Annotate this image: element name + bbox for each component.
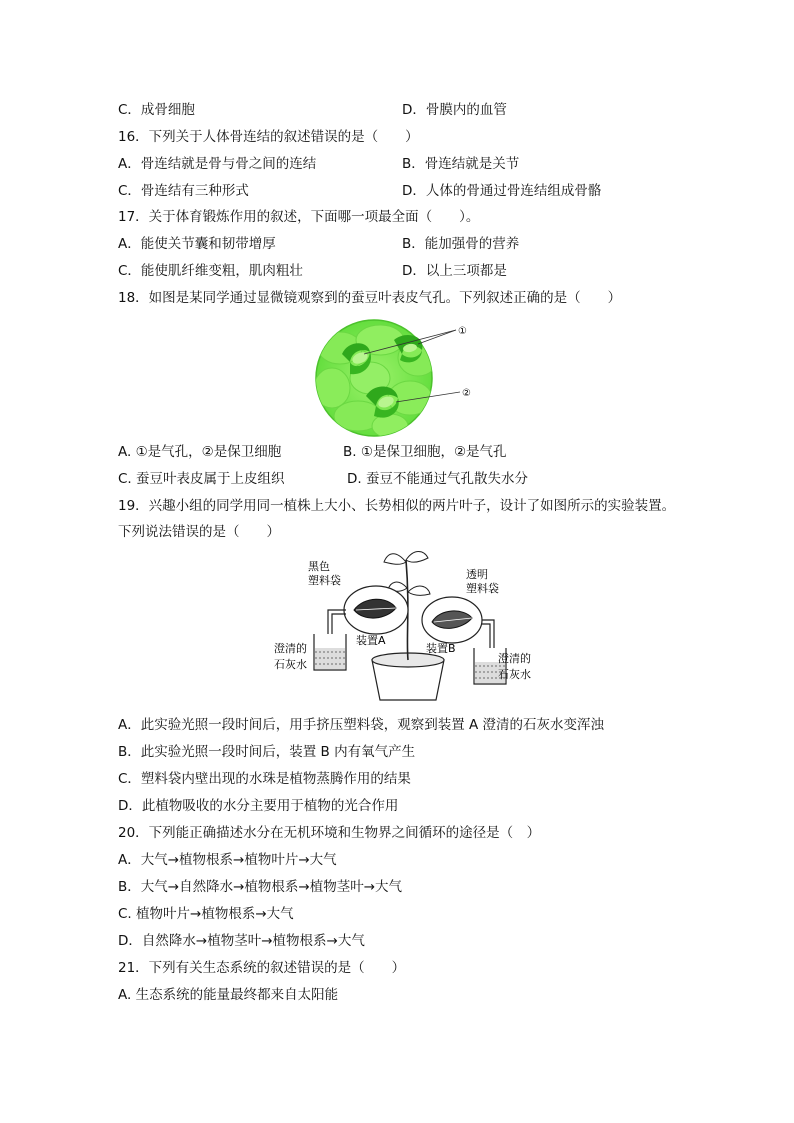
label-lime-left-1: 澄清的 (274, 642, 307, 655)
label-2: ② (462, 388, 471, 399)
label-lime-right-1: 澄清的 (498, 652, 531, 665)
q20-stem: 20．下列能正确描述水分在无机环境和生物界之间循环的途径是（ ） (118, 825, 541, 841)
label-1: ① (458, 326, 467, 337)
q20-option-b: B．大气→自然降水→植物根系→植物茎叶→大气 (118, 879, 403, 895)
q18-stem: 18．如图是某同学通过显微镜观察到的蚕豆叶表皮气孔。下列叙述正确的是（ ） (118, 290, 622, 306)
label-clear-bag-2: 塑料袋 (466, 582, 499, 595)
q18-option-b: B. ①是保卫细胞，②是气孔 (343, 444, 507, 460)
leader-line-1b (418, 330, 456, 344)
label-black-bag-2: 塑料袋 (308, 574, 341, 587)
q17-option-c: C．能使肌纤维变粗，肌肉粗壮 (118, 263, 303, 279)
stomata-micrograph-figure (310, 318, 500, 438)
q16-option-c: C．骨连结有三种形式 (118, 183, 249, 199)
q18-option-a: A. ①是气孔，②是保卫细胞 (118, 444, 282, 460)
plant-experiment-figure (268, 548, 538, 706)
label-lime-right-2: 石灰水 (498, 668, 531, 681)
q19-stem-line1: 19．兴趣小组的同学用同一植株上大小、长势相似的两片叶子，设计了如图所示的实验装置。 (118, 498, 676, 514)
label-clear-bag-1: 透明 (466, 568, 488, 581)
q20-option-c: C. 植物叶片→植物根系→大气 (118, 906, 294, 922)
label-black-bag-1: 黑色 (308, 560, 330, 573)
q16-option-b: B．骨连结就是关节 (402, 156, 520, 172)
q17-stem: 17．关于体育锻炼作用的叙述，下面哪一项最全面（ ）。 (118, 209, 480, 225)
q19-option-b: B．此实验光照一段时间后，装置 B 内有氧气产生 (118, 744, 416, 760)
label-device-a: 装置A (356, 634, 386, 647)
q19-stem-line2: 下列说法错误的是（ ） (118, 524, 280, 540)
q20-option-d: D．自然降水→植物茎叶→植物根系→大气 (118, 933, 365, 949)
q21-option-a: A. 生态系统的能量最终都来自太阳能 (118, 987, 339, 1003)
q16-stem: 16．下列关于人体骨连结的叙述错误的是（ ） (118, 129, 419, 145)
label-device-b: 装置B (426, 642, 456, 655)
label-lime-left-2: 石灰水 (274, 658, 307, 671)
q15-option-c: C．成骨细胞 (118, 102, 195, 118)
q15-option-d: D．骨膜内的血管 (402, 102, 507, 118)
q17-option-d: D．以上三项都是 (402, 263, 507, 279)
mid-leaf-right (408, 586, 430, 595)
q19-option-d: D．此植物吸收的水分主要用于植物的光合作用 (118, 798, 399, 814)
q17-option-b: B．能加强骨的营养 (402, 236, 520, 252)
q16-option-d: D．人体的骨通过骨连结组成骨骼 (402, 183, 602, 199)
top-leaf-left (384, 554, 406, 565)
q16-option-a: A．骨连结就是骨与骨之间的连结 (118, 156, 317, 172)
top-leaf-right (406, 552, 428, 563)
q18-option-c: C. 蚕豆叶表皮属于上皮组织 (118, 471, 285, 487)
q18-option-d: D. 蚕豆不能通过气孔散失水分 (347, 471, 528, 487)
q19-option-c: C．塑料袋内壁出现的水珠是植物蒸腾作用的结果 (118, 771, 411, 787)
q19-option-a: A．此实验光照一段时间后，用手挤压塑料袋，观察到装置 A 澄清的石灰水变浑浊 (118, 717, 605, 733)
q21-stem: 21．下列有关生态系统的叙述错误的是（ ） (118, 960, 406, 976)
q20-option-a: A．大气→植物根系→植物叶片→大气 (118, 852, 337, 868)
q17-option-a: A．能使关节囊和韧带增厚 (118, 236, 276, 252)
